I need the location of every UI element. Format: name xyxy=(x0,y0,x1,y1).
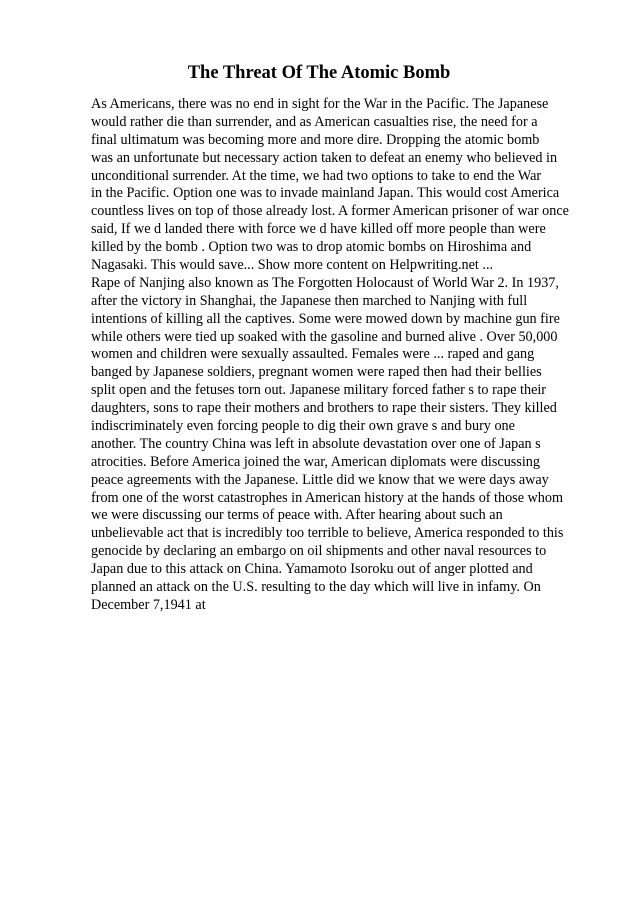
body-line: Rape of Nanjing also known as The Forgotten Holocaust of World War 2. In 1937, xyxy=(91,274,559,291)
body-line: December 7,1941 at xyxy=(91,596,206,613)
body-line: final ultimatum was becoming more and more dire. Dropping the atomic bomb xyxy=(91,131,540,148)
body-line: said, If we d landed there with force we d have killed off more people than were xyxy=(91,221,546,238)
body-line: after the victory in Shanghai, the Japanese then marched to Nanjing with full xyxy=(91,292,528,309)
body-line: indiscriminately even forcing people to dig their own grave s and bury one xyxy=(91,418,515,435)
body-line: we were discussing our terms of peace with. After hearing about such an xyxy=(91,507,503,524)
body-line: planned an attack on the U.S. resulting to the day which will live in infamy. On xyxy=(91,579,541,596)
body-line: genocide by declaring an embargo on oil shipments and other naval resources to xyxy=(91,543,547,560)
body-line: unconditional surrender. At the time, we had two options to take to end the War xyxy=(91,167,542,184)
body-line: peace agreements with the Japanese. Little did we know that we were days away xyxy=(91,471,549,488)
body-line: from one of the worst catastrophes in American history at the hands of those whom xyxy=(91,489,564,506)
body-line: countless lives on top of those already lost. A former American prisoner of war once xyxy=(91,203,569,220)
body-line: in the Pacific. Option one was to invade mainland Japan. This would cost America xyxy=(91,185,560,202)
body-line: split open and the fetuses torn out. Japanese military forced father s to rape their xyxy=(91,382,547,399)
body-line: unbelievable act that is incredibly too terrible to believe, America responded to this xyxy=(91,525,564,542)
document-body xyxy=(91,96,611,615)
document-title: The Threat Of The Atomic Bomb xyxy=(187,63,451,83)
body-line: killed by the bomb . Option two was to drop atomic bombs on Hiroshima and xyxy=(91,239,532,256)
body-line: Japan due to this attack on China. Yamamoto Isoroku out of anger plotted and xyxy=(91,561,533,578)
body-line: would rather die than surrender, and as American casualties rise, the need for a xyxy=(91,113,538,130)
body-line: atrocities. Before America joined the war, American diplomats were discussing xyxy=(91,453,540,470)
body-line: women and children were sexually assaulted. Females were ... raped and gang xyxy=(91,346,535,363)
body-line: another. The country China was left in absolute devastation over one of Japan s xyxy=(91,435,541,452)
body-line: daughters, sons to rape their mothers and brothers to rape their sisters. They killed xyxy=(91,400,557,417)
body-line: was an unfortunate but necessary action taken to defeat an enemy who believed in xyxy=(91,149,558,166)
body-line: banged by Japanese soldiers, pregnant women were raped then had their bellies xyxy=(91,364,542,381)
body-line: As Americans, there was no end in sight for the War in the Pacific. The Japanese xyxy=(91,96,549,112)
show-more-line: Nagasaki. This would save... Show more content on Helpwriting.net ... xyxy=(91,257,494,274)
body-line: while others were tied up soaked with the gasoline and burned alive . Over 50,000 xyxy=(91,328,558,345)
body-line: intentions of killing all the captives. Some were mowed down by machine gun fire xyxy=(91,310,560,327)
